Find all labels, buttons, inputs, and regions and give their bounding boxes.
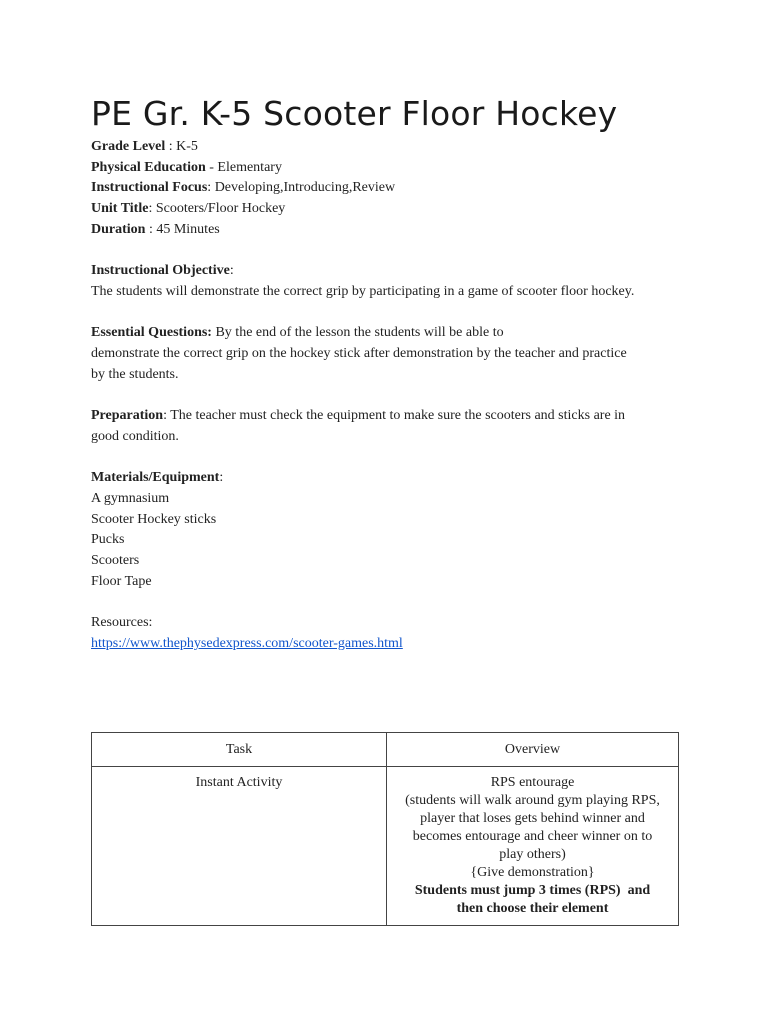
- duration-line: [91, 220, 691, 241]
- unit-title-separator: :: [148, 201, 156, 217]
- grade-level-value: K-5: [176, 139, 198, 154]
- subject-value: Elementary: [217, 159, 282, 175]
- instructional-focus-line: [91, 178, 691, 199]
- materials-item: Floor Tape: [91, 573, 152, 589]
- overview-cell: [387, 767, 679, 926]
- essential-questions-label: Essential Questions:: [91, 325, 212, 341]
- materials-heading: [91, 468, 691, 489]
- overview-line: play others): [499, 847, 566, 862]
- subject-label: Physical Education: [91, 159, 206, 175]
- preparation-label: Preparation: [91, 408, 164, 424]
- table-row: [92, 767, 679, 926]
- objective-label: Instructional Objective: [91, 263, 230, 279]
- unit-title-label: Unit Title: [91, 201, 149, 217]
- lesson-activity-table: [91, 732, 679, 926]
- unit-title-line: [91, 199, 691, 220]
- materials-item: Scooters: [91, 553, 140, 568]
- grade-level-line: [91, 137, 691, 158]
- overview-line: becomes entourage and cheer winner on to: [412, 829, 653, 844]
- overview-line: RPS entourage: [490, 775, 575, 790]
- essential-questions-line-1: [91, 323, 691, 344]
- materials-item: A gymnasium: [91, 490, 170, 506]
- objective-separator: :: [229, 263, 234, 279]
- instructional-focus-label: Instructional Focus: [91, 180, 208, 196]
- essential-questions-line-3: by the students.: [91, 366, 179, 382]
- materials-separator: :: [219, 470, 224, 486]
- essential-questions-text-1: By the end of the lesson the students will be able to: [211, 325, 504, 341]
- resources-link-line: [91, 634, 691, 655]
- spacer: [91, 303, 691, 324]
- duration-label: Duration: [91, 221, 146, 237]
- overview-bold-line: then choose their element: [456, 901, 609, 916]
- essential-questions-line-2: demonstrate the correct grip on the hockey stick after demonstration by the teacher and practice: [91, 346, 627, 361]
- materials-item: Scooter Hockey sticks: [91, 511, 217, 527]
- overview-line: (students will walk around gym playing RPS,: [405, 793, 660, 808]
- grade-level-label: Grade Level: [91, 139, 166, 154]
- lesson-content: [91, 137, 691, 655]
- unit-title-value: Scooters/Floor Hockey: [155, 201, 286, 217]
- instructional-focus-separator: :: [207, 180, 215, 196]
- preparation-line-1: [91, 406, 691, 427]
- duration-separator: :: [145, 221, 157, 237]
- task-cell: Instant Activity: [92, 767, 387, 926]
- resources-label: Resources:: [91, 615, 153, 631]
- spacer: [91, 385, 691, 406]
- spacer: [91, 241, 691, 262]
- grade-level-separator: :: [165, 139, 177, 154]
- instructional-focus-value: Developing,Introducing,Review: [214, 180, 396, 196]
- overview-column-header: Overview: [387, 733, 679, 767]
- overview-line: {Give demonstration}: [470, 865, 595, 880]
- preparation-text-1: : The teacher must check the equipment to make sure the scooters and sticks are in: [163, 408, 626, 424]
- task-column-header: Task: [92, 733, 387, 767]
- table-header-row: [92, 733, 679, 767]
- overview-line: player that loses gets behind winner and: [420, 811, 645, 826]
- subject-line: [91, 158, 691, 179]
- materials-item: Pucks: [91, 532, 125, 548]
- spacer: [91, 592, 691, 613]
- resources-link[interactable]: https://www.thephysedexpress.com/scooter-games.html: [91, 635, 403, 651]
- objective-text: The students will demonstrate the correct grip by participating in a game of scooter floor hockey.: [91, 283, 635, 299]
- preparation-line-2: good condition.: [91, 428, 179, 444]
- objective-heading: [91, 261, 691, 282]
- materials-label: Materials/Equipment: [91, 470, 220, 486]
- document-title: PE Gr. K-5 Scooter Floor Hockey: [91, 94, 618, 133]
- spacer: [91, 448, 691, 469]
- overview-bold-line: Students must jump 3 times (RPS) and: [414, 883, 651, 898]
- duration-value: 45 Minutes: [156, 221, 220, 237]
- subject-separator: -: [205, 159, 218, 175]
